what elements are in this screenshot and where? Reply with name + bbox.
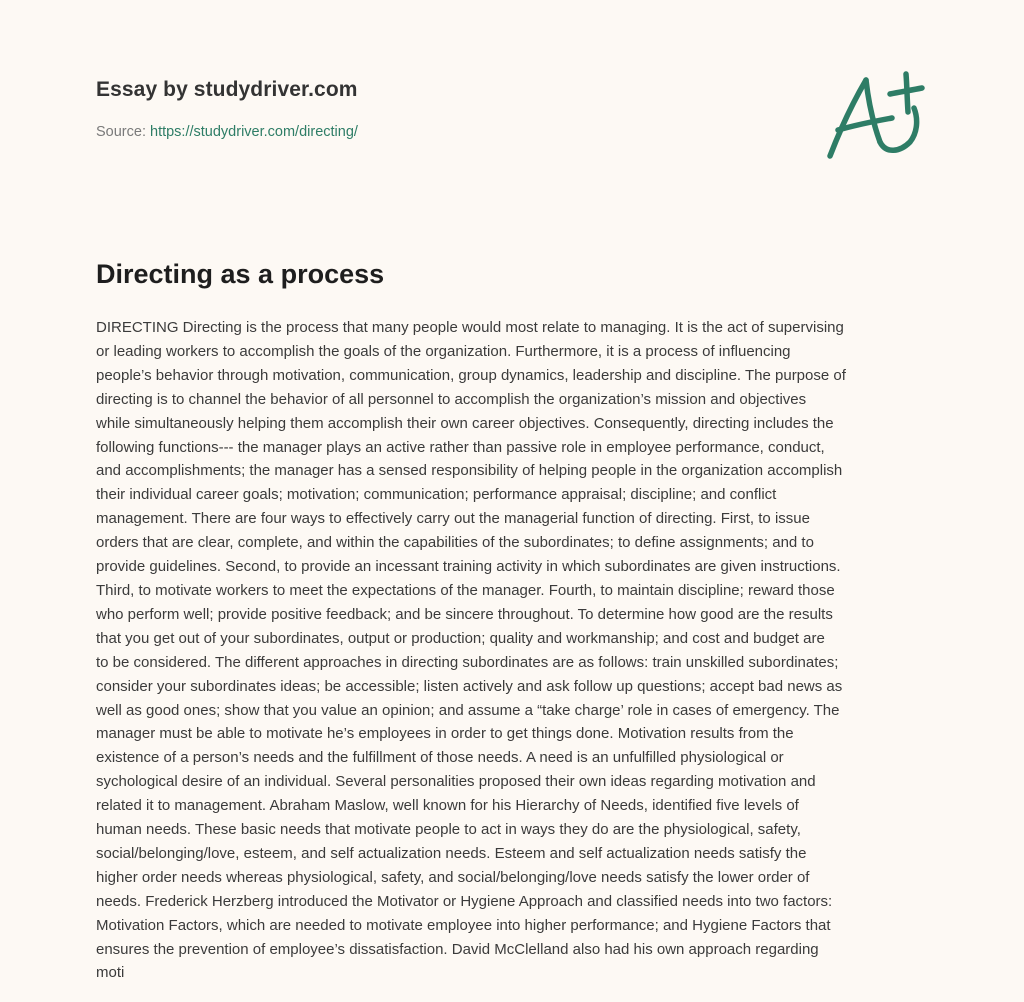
body-line: sychological desire of an individual. Several personalities proposed their own ideas regarding motivation and <box>96 773 816 791</box>
body-line: human needs. These basic needs that motivate people to act in ways they do are the physiological, safety, <box>96 821 801 839</box>
body-line: and accomplishments; the manager has a sensed responsibility of helping people in the organization accomplish <box>96 462 843 480</box>
body-line: Motivation Factors, which are needed to motivate employee into higher performance; and Hygiene Factors that <box>96 916 831 934</box>
source-label: Source: <box>96 124 150 140</box>
body-line: who perform well; provide positive feedback; and be sincere throughout. To determine how good are the results <box>96 605 833 623</box>
document-body <box>96 316 946 985</box>
body-line: Third, to motivate workers to meet the expectations of the manager. Fourth, to maintain discipline; reward those <box>96 581 835 599</box>
body-line: that you get out of your subordinates, output or production; quality and workmanship; and cost and budget are <box>96 629 825 647</box>
body-line: moti <box>96 964 125 982</box>
body-line: ensures the prevention of employee’s dissatisfaction. David McClelland also had his own approach regarding <box>96 940 819 958</box>
body-line: or leading workers to accomplish the goals of the organization. Furthermore, it is a process of influencing <box>96 342 791 360</box>
a-plus-grade-icon <box>822 68 928 164</box>
body-line: existence of a person’s needs and the fulfillment of those needs. A need is an unfulfilled physiological or <box>96 749 784 767</box>
body-line: their individual career goals; motivation; communication; performance appraisal; discipline; and conflict <box>96 486 777 504</box>
source-link[interactable]: https://studydriver.com/directing/ <box>150 124 358 140</box>
body-line: provide guidelines. Second, to provide an incessant training activity in which subordinates are given instructions. <box>96 558 841 576</box>
body-line: well as good ones; show that you value an opinion; and assume a “take charge’ role in cases of emergency. The <box>96 701 840 719</box>
body-line: people’s behavior through motivation, communication, group dynamics, leadership and discipline. The purpose of <box>96 366 846 384</box>
body-line: social/belonging/love, esteem, and self actualization needs. Esteem and self actualization needs satisfy the <box>96 844 807 862</box>
document-title: Directing as a process <box>96 259 385 289</box>
body-line: to be considered. The different approaches in directing subordinates are as follows: train unskilled subordinates; <box>96 653 839 671</box>
body-line: related it to management. Abraham Maslow, well known for his Hierarchy of Needs, identified five levels of <box>96 797 799 815</box>
body-line: higher order needs whereas physiological, safety, and social/belonging/love needs satisfy the lower order of <box>96 868 810 886</box>
body-line: manager must be able to motivate he’s employees in order to get things done. Motivation results from the <box>96 725 794 743</box>
body-line: needs. Frederick Herzberg introduced the Motivator or Hygiene Approach and classified needs into two factors: <box>96 892 833 910</box>
body-line: management. There are four ways to effectively carry out the managerial function of directing. First, to issue <box>96 510 810 528</box>
body-line: while simultaneously helping them accomplish their own career objectives. Consequently, directing includes the <box>96 414 834 432</box>
body-line: directing is to channel the behavior of all personnel to accomplish the organization’s mission and objectives <box>96 390 807 408</box>
body-line: following functions--- the manager plays an active rather than passive role in employee performance, conduct, <box>96 438 825 456</box>
body-line: DIRECTING Directing is the process that many people would most relate to managing. It is the act of supervising <box>96 319 844 336</box>
body-line: orders that are clear, complete, and within the capabilities of the subordinates; to define assignments; and to <box>96 534 814 552</box>
site-title: Essay by studydriver.com <box>96 78 358 101</box>
body-line: consider your subordinates ideas; be accessible; listen actively and ask follow up questions; accept bad news as <box>96 677 843 695</box>
page-header <box>96 76 358 141</box>
source-line <box>96 123 358 141</box>
